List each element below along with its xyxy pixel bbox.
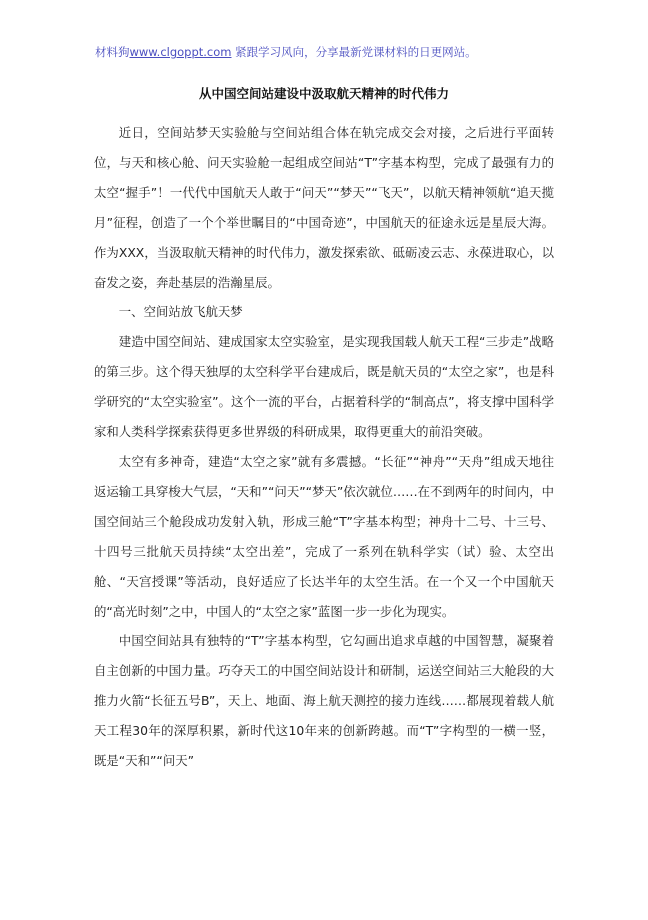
header-banner	[95, 44, 477, 60]
document-title: 从中国空间站建设中汲取航天精神的时代伟力	[198, 86, 449, 101]
site-slogan: 紧跟学习风向，分享最新党课材料的日更网站。	[231, 45, 477, 59]
site-name: 材料狗	[95, 45, 130, 59]
document-body	[94, 118, 554, 776]
paragraph-intro: 近日，空间站梦天实验舱与空间站组合体在轨完成交会对接，之后进行平面转位，与天和核心舱、问天实验舱一起组成空间站“T”字基本构型，完成了最强有力的太空“握手”！一代代中国航天人敢于“问天”“梦天”“飞天”，以航天精神领航“追天揽月”征程，创造了一个个举世瞩目的“中国奇迹”，中国航天的征途永远是星辰大海。作为XXX，当汲取航天精神的时代伟力，激发探索欲、砥砺凌云志、永葆进取心，以奋发之姿，奔赴基层的浩瀚星辰。	[94, 125, 554, 290]
paragraph: 建造中国空间站、建成国家太空实验室，是实现我国载人航天工程“三步走”战略的第三步。这个得天独厚的太空科学平台建成后，既是航天员的“太空之家”，也是科学研究的“太空实验室”。这个一流的平台，占据着科学的“制高点”，将支撑中国科学家和人类科学探索获得更多世界级的科研成果，取得更重大的前沿突破。	[94, 334, 554, 440]
paragraph: 中国空间站具有独特的“T”字基本构型，它勾画出追求卓越的中国智慧，凝聚着自主创新的中国力量。巧夺天工的中国空间站设计和研制，运送空间站三大舱段的大推力火箭“长征五号B”，天上、地面、海上航天测控的接力连线……都展现着载人航天工程30年的深厚积累，新时代这10年来的创新跨越。而“T”字构型的一横一竖，既是“天和”“问天”	[94, 633, 554, 769]
paragraph: 太空有多神奇，建造“太空之家”就有多震撼。“长征”“神舟”“天舟”组成天地往返运输工具穿梭大气层，“天和”“问天”“梦天”依次就位……在不到两年的时间内，中国空间站三个舱段成功发射入轨，形成三舱“T”字基本构型；神舟十二号、十三号、十四号三批航天员持续“太空出差”，完成了一系列在轨科学实（试）验、太空出舱、“天宫授课”等活动，良好适应了长达半年的太空生活。在一个又一个中国航天的“高光时刻”之中，中国人的“太空之家”蓝图一步一步化为现实。	[94, 453, 554, 619]
section-heading: 一、空间站放飞航天梦	[118, 304, 243, 320]
site-link[interactable]: www.clgoppt.com	[129, 45, 232, 59]
